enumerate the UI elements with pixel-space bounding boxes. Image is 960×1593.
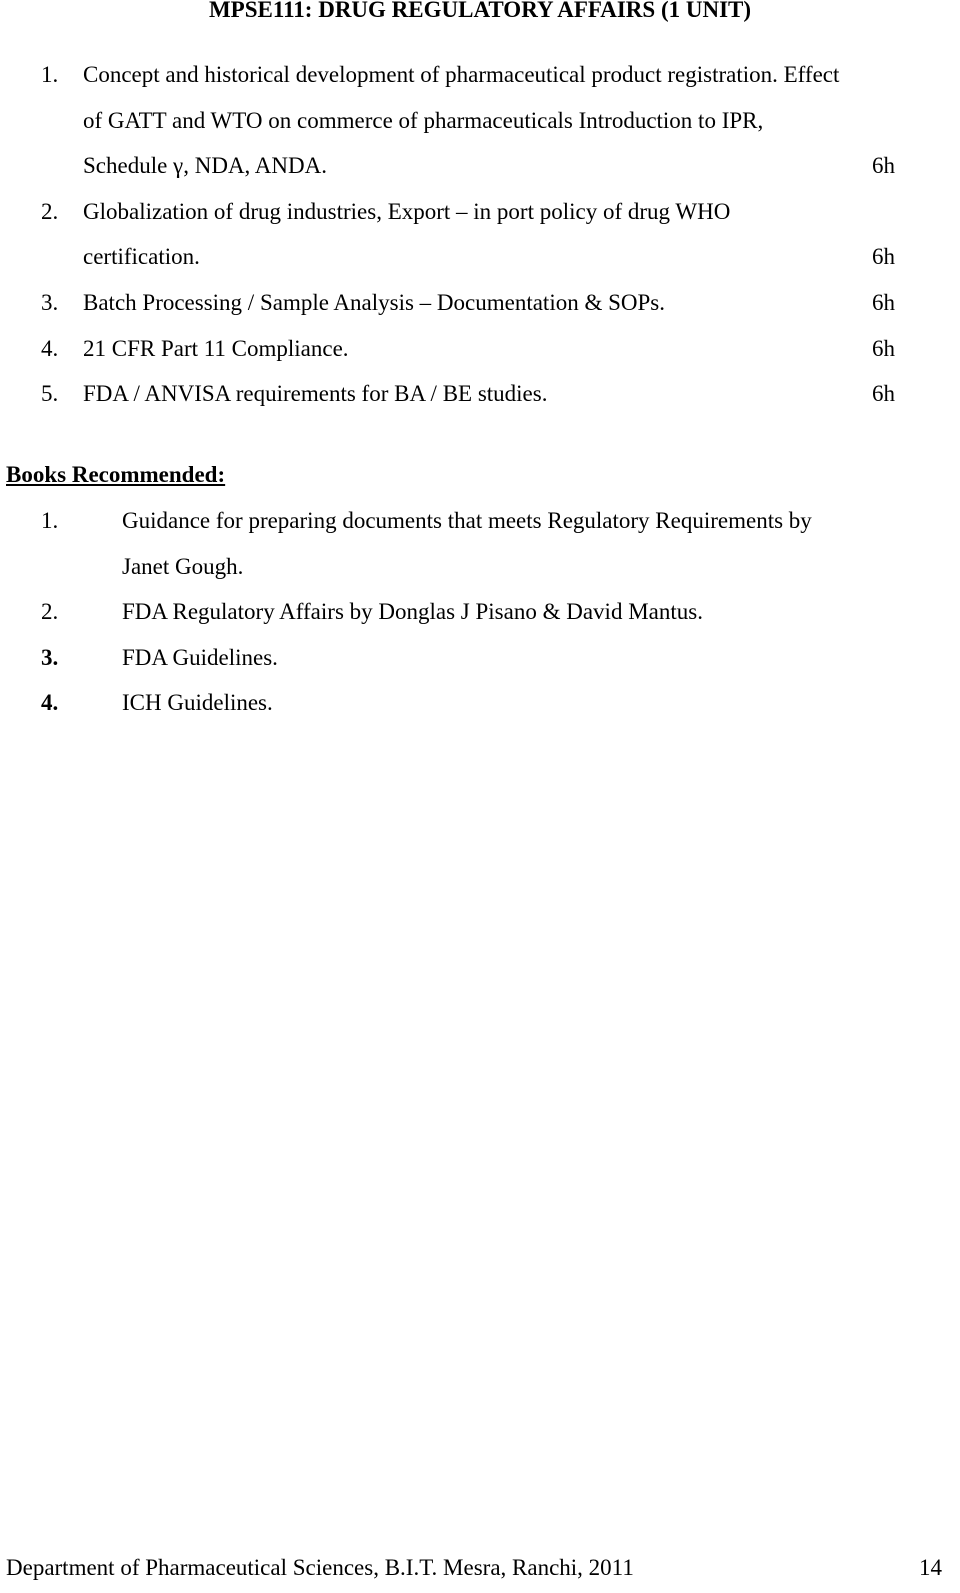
unit-1-number: 1. xyxy=(41,62,59,87)
unit-2-text-line-1: Globalization of drug industries, Export – in port policy of drug WHO xyxy=(83,198,731,224)
footer-page-number: 14 xyxy=(919,1555,942,1580)
unit-5-line xyxy=(0,371,960,417)
book-1-number: 1. xyxy=(41,508,59,533)
unit-2-line-1 xyxy=(0,189,960,235)
books-recommended-heading: Books Recommended: xyxy=(6,462,226,487)
book-1-line-2 xyxy=(0,544,960,590)
book-2-line xyxy=(0,589,960,635)
book-4-line xyxy=(0,680,960,726)
footer-department-text: Department of Pharmaceutical Sciences, B.I.T. Mesra, Ranchi, 2011 xyxy=(6,1555,634,1580)
unit-3-line xyxy=(0,280,960,326)
unit-3-number: 3. xyxy=(41,289,59,315)
book-3-text: FDA Guidelines. xyxy=(122,644,278,670)
unit-2-text-line-2: certification. xyxy=(83,244,200,270)
book-4-number: 4. xyxy=(41,690,59,716)
unit-1-text-line-2: of GATT and WTO on commerce of pharmaceuticals Introduction to IPR, xyxy=(83,107,764,133)
book-3-number: 3. xyxy=(41,644,59,670)
unit-4-hours: 6h xyxy=(872,335,895,361)
unit-1-text-line-1: Concept and historical development of pharmaceutical product registration. Effect xyxy=(83,62,840,87)
unit-5-hours: 6h xyxy=(872,381,895,407)
unit-1-line-1 xyxy=(0,52,960,98)
books-list xyxy=(0,498,960,726)
book-2-number: 2. xyxy=(41,599,59,625)
unit-1-line-2 xyxy=(0,98,960,144)
unit-2-line-2 xyxy=(0,234,960,280)
unit-5-number: 5. xyxy=(41,381,59,407)
unit-1-line-3 xyxy=(0,143,960,189)
unit-3-hours: 6h xyxy=(872,289,895,315)
unit-4-text: 21 CFR Part 11 Compliance. xyxy=(83,335,349,361)
unit-3-text: Batch Processing / Sample Analysis – Documentation & SOPs. xyxy=(83,289,665,315)
page-title: MPSE111: DRUG REGULATORY AFFAIRS (1 UNIT) xyxy=(208,0,752,22)
unit-2-hours: 6h xyxy=(872,244,895,270)
book-1-line-1 xyxy=(0,498,960,544)
book-1-text-line-2: Janet Gough. xyxy=(122,553,244,579)
syllabus-unit-list xyxy=(0,52,960,417)
unit-1-hours: 6h xyxy=(872,153,895,179)
book-3-line xyxy=(0,635,960,681)
unit-4-number: 4. xyxy=(41,335,59,361)
book-1-text-line-1: Guidance for preparing documents that meets Regulatory Requirements by xyxy=(122,508,812,533)
unit-2-number: 2. xyxy=(41,198,59,224)
unit-1-text-line-3: Schedule γ, NDA, ANDA. xyxy=(83,153,327,179)
unit-4-line xyxy=(0,326,960,372)
unit-5-text: FDA / ANVISA requirements for BA / BE studies. xyxy=(83,381,548,407)
book-2-text: FDA Regulatory Affairs by Donglas J Pisano & David Mantus. xyxy=(122,599,703,625)
book-4-text: ICH Guidelines. xyxy=(122,690,273,716)
